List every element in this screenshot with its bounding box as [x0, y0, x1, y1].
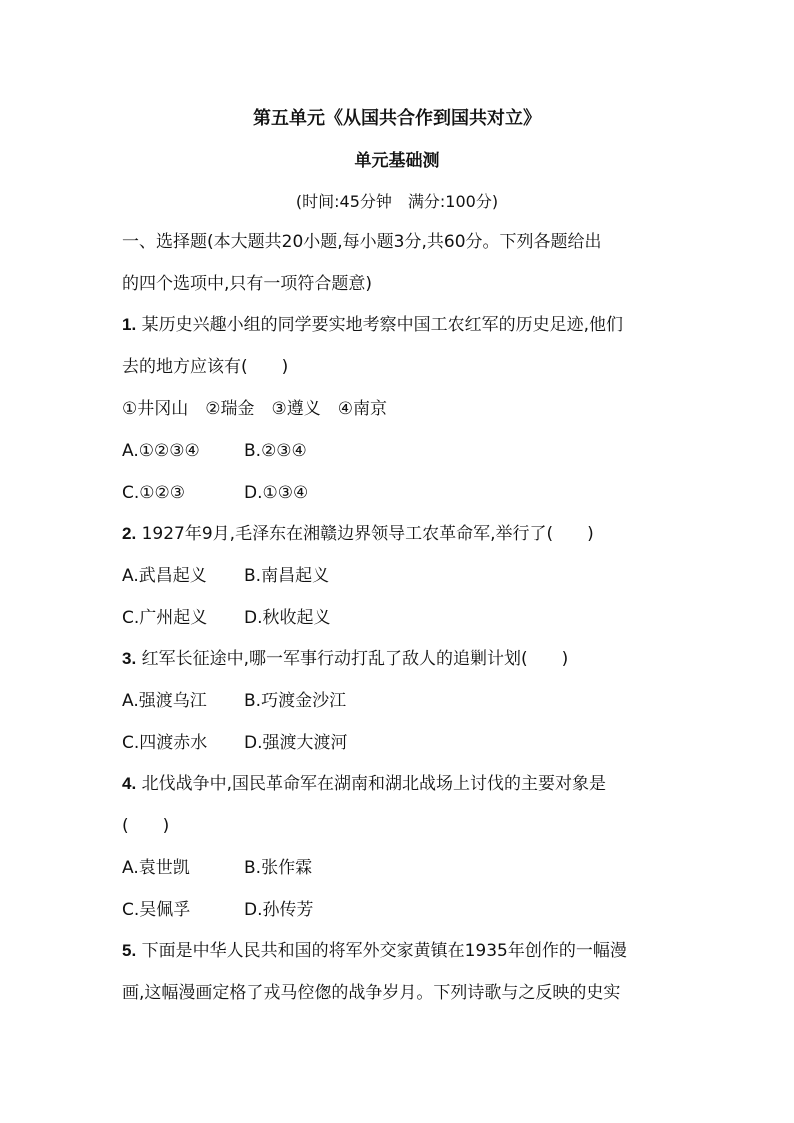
document-subtitle: 单元基础测 [354, 151, 440, 171]
option-b: B.张作霖 [244, 858, 313, 878]
question-text: 1927年9月,毛泽东在湘赣边界领导工农革命军,举行了( ) [141, 524, 594, 544]
option-c: C.吴佩孚 [122, 900, 191, 920]
question-number: 5. [122, 941, 137, 960]
question-2-options-row1 [122, 564, 682, 588]
option-c: C.广州起义 [122, 608, 208, 628]
option-d: D.强渡大渡河 [244, 733, 348, 753]
question-1-stem-cont: 去的地方应该有( ) [122, 357, 289, 377]
question-3-options-row2 [122, 731, 682, 755]
option-a: A.强渡乌江 [122, 691, 207, 711]
option-b: B.巧渡金沙江 [244, 691, 347, 711]
question-5-stem-cont: 画,这幅漫画定格了戎马倥偬的战争岁月。下列诗歌与之反映的史实 [122, 983, 621, 1003]
section-heading-line1: 一、选择题(本大题共20小题,每小题3分,共60分。下列各题给出 [122, 232, 602, 252]
question-2-stem [122, 522, 682, 546]
option-c: C.①②③ [122, 483, 185, 503]
question-4-options-row1 [122, 856, 682, 880]
exam-info: (时间:45分钟 满分:100分) [295, 192, 499, 211]
question-3-options-row1 [122, 689, 682, 713]
question-text: 某历史兴趣小组的同学要实地考察中国工农红军的历史足迹,他们 [141, 315, 623, 335]
option-b: B.南昌起义 [244, 566, 330, 586]
question-text: 下面是中华人民共和国的将军外交家黄镇在1935年创作的一幅漫 [141, 941, 627, 961]
question-number: 3. [122, 649, 137, 668]
question-1-stem [122, 313, 682, 337]
question-number: 2. [122, 524, 137, 543]
question-2-options-row2 [122, 606, 682, 630]
question-3-stem [122, 647, 682, 671]
option-a: A.袁世凯 [122, 858, 190, 878]
question-number: 4. [122, 774, 137, 793]
option-d: D.孙传芳 [244, 900, 314, 920]
question-text: 北伐战争中,国民革命军在湖南和湖北战场上讨伐的主要对象是 [141, 774, 606, 794]
option-b: B.②③④ [244, 441, 307, 461]
question-5-stem [122, 939, 682, 963]
question-4-options-row2 [122, 898, 682, 922]
question-number: 1. [122, 315, 137, 334]
section-heading-line2: 的四个选项中,只有一项符合题意) [122, 274, 373, 294]
question-text: 红军长征途中,哪一军事行动打乱了敌人的追剿计划( ) [141, 649, 569, 669]
question-4-stem-cont: ( ) [122, 816, 170, 836]
question-4-stem [122, 772, 682, 796]
option-d: D.①③④ [244, 483, 309, 503]
option-a: A.①②③④ [122, 441, 200, 461]
document-title: 第五单元《从国共合作到国共对立》 [253, 108, 541, 129]
option-d: D.秋收起义 [244, 608, 331, 628]
option-c: C.四渡赤水 [122, 733, 208, 753]
question-1-options-row2 [122, 481, 682, 505]
question-1-options-row1 [122, 439, 682, 463]
question-1-items: ①井冈山 ②瑞金 ③遵义 ④南京 [122, 399, 387, 419]
option-a: A.武昌起义 [122, 566, 207, 586]
